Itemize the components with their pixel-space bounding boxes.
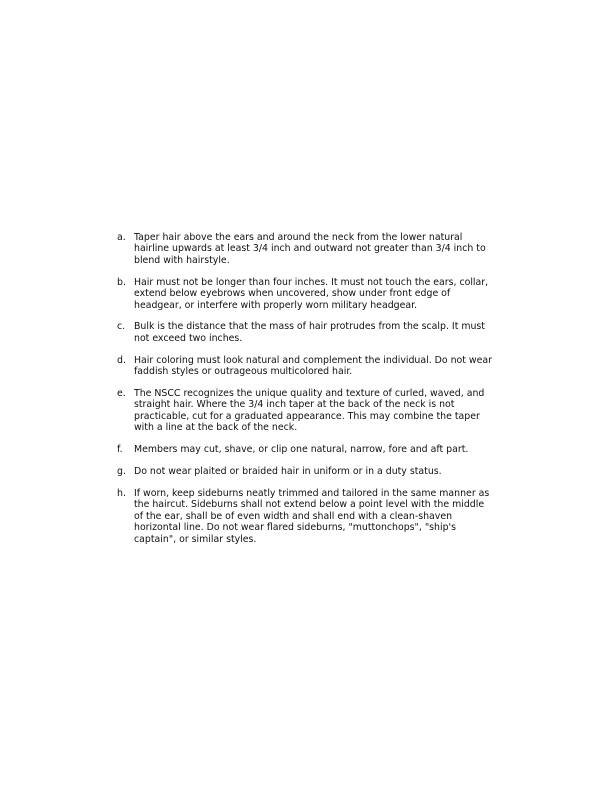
list-marker: a. xyxy=(117,232,126,243)
list-item-c xyxy=(117,321,492,344)
list-item-text: Bulk is the distance that the mass of hair protrudes from the scalp. It must not exceed two inches. xyxy=(134,321,485,344)
list-marker: d. xyxy=(117,354,126,366)
list-item-e xyxy=(117,388,492,434)
list-item-text: The NSCC recognizes the unique quality and texture of curled, waved, and straight hair. Where the 3/4 inch taper at the back of the neck is not practicable, cut for a graduated appearance. This may combine the taper with a line at the back of the neck. xyxy=(134,388,485,434)
list-item-g xyxy=(117,466,492,477)
list-item-text: Do not wear plaited or braided hair in uniform or in a duty status. xyxy=(134,466,442,478)
list-marker: c. xyxy=(117,321,126,333)
list-item-text: If worn, keep sideburns neatly trimmed and tailored in the same manner as the haircut. Sideburns shall not extend below a point level with the middle of the ear, shall be of even width and shall end with a clean-shaven horizontal line. Do not wear flared sideburns, "muttonchops", "ship's captain", or similar styles. xyxy=(134,488,490,545)
list-item-text: Taper hair above the ears and around the neck from the lower natural hairline upwards at least 3/4 inch and outward not greater than 3/4 inch to blend with hairstyle. xyxy=(134,232,486,266)
list-item-text: Hair must not be longer than four inches. It must not touch the ears, collar, extend below eyebrows when uncovered, show under front edge of headgear, or interfere with properly worn military headgear. xyxy=(134,276,489,311)
list-item-b xyxy=(117,277,492,311)
list-marker: h. xyxy=(117,488,126,499)
list-item-text: Members may cut, shave, or clip one natural, narrow, fore and aft part. xyxy=(134,444,469,456)
list-item-text: Hair coloring must look natural and complement the individual. Do not wear faddish styles or outrageous multicolored hair. xyxy=(134,354,492,378)
list-marker: e. xyxy=(117,388,126,400)
list-item-f xyxy=(117,444,492,455)
list-item-d xyxy=(117,355,492,378)
list-marker: g. xyxy=(117,466,126,478)
list-item-a xyxy=(117,232,492,266)
list-marker: f. xyxy=(117,444,123,456)
list-item-h xyxy=(117,488,492,545)
grooming-standards-list xyxy=(117,232,492,556)
list-marker: b. xyxy=(117,276,126,288)
